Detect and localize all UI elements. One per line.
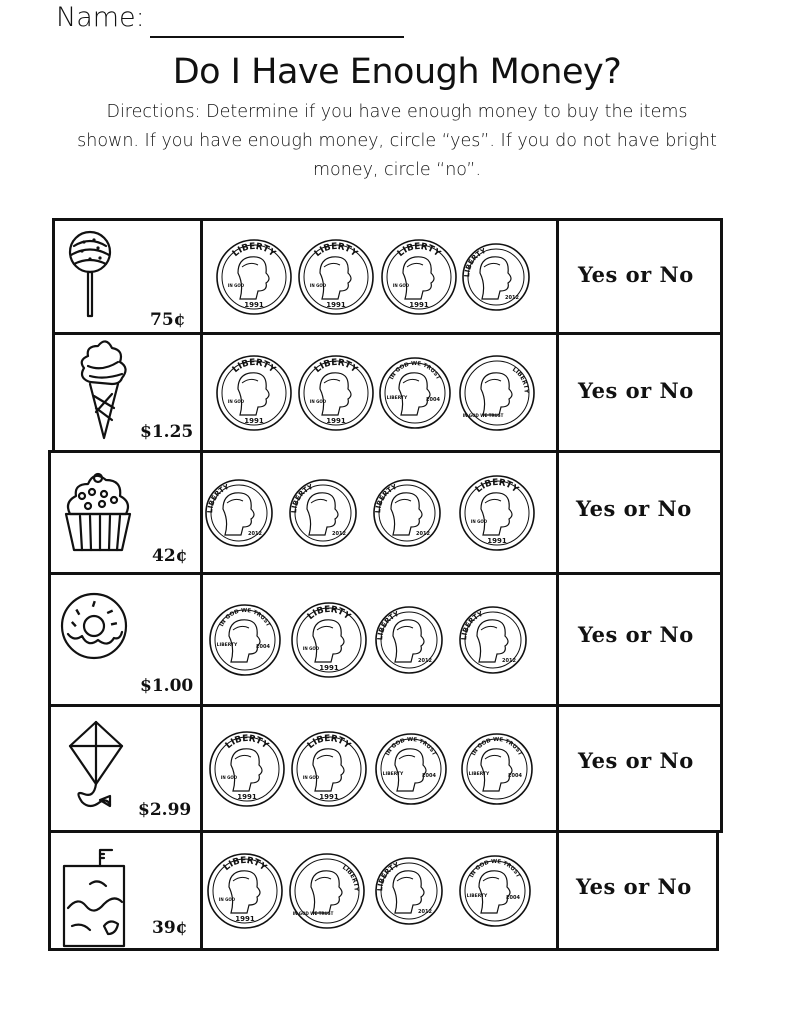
svg-text:IN GOD: IN GOD — [302, 646, 320, 651]
svg-text:2004: 2004 — [256, 644, 270, 650]
directions-text: Directions: Determine if you have enough money to buy the items shown. If you have enough money, circle “yes”. If you do not have bright money, circle “no”. — [77, 102, 717, 180]
dime-coin — [288, 478, 358, 548]
svg-text:1991: 1991 — [487, 537, 507, 545]
svg-text:LIBERTY: LIBERTY — [511, 365, 530, 394]
item-price: 75¢ — [150, 310, 186, 330]
svg-text:2004: 2004 — [422, 773, 436, 779]
svg-text:1991: 1991 — [244, 417, 264, 425]
svg-text:2012: 2012 — [502, 658, 516, 664]
quarter-coin — [208, 730, 286, 808]
quarter-coin — [380, 238, 458, 316]
svg-text:1991: 1991 — [319, 664, 339, 672]
svg-text:IN GOD: IN GOD — [220, 775, 238, 780]
svg-text:LIBERTY: LIBERTY — [460, 609, 485, 641]
ice-cream-cone-icon — [72, 338, 144, 442]
name-label: Name: — [56, 2, 145, 33]
quarter-coin — [458, 474, 536, 552]
svg-text:LIBERTY: LIBERTY — [463, 246, 488, 278]
svg-text:IN GOD: IN GOD — [309, 283, 327, 288]
svg-text:1991: 1991 — [319, 793, 339, 801]
svg-text:LIBERTY: LIBERTY — [223, 733, 271, 752]
quarter-coin — [297, 238, 375, 316]
svg-text:LIBERTY: LIBERTY — [382, 772, 404, 777]
svg-text:1991: 1991 — [237, 793, 257, 801]
svg-text:2012: 2012 — [248, 531, 262, 537]
svg-text:LIBERTY: LIBERTY — [230, 357, 278, 376]
svg-text:LIBERTY: LIBERTY — [374, 482, 399, 514]
dime-coin — [372, 478, 442, 548]
item-price: $1.00 — [140, 676, 194, 696]
svg-text:1991: 1991 — [235, 915, 255, 923]
svg-text:IN GOD: IN GOD — [470, 519, 488, 524]
svg-text:1991: 1991 — [326, 417, 346, 425]
svg-text:IN GOD WE TRUST: IN GOD WE TRUST — [462, 413, 504, 418]
svg-text:LIBERTY: LIBERTY — [206, 482, 231, 514]
dime-coin — [374, 856, 444, 926]
svg-text:2012: 2012 — [418, 909, 432, 915]
dime-coin — [374, 605, 444, 675]
svg-text:2004: 2004 — [508, 773, 522, 779]
svg-text:IN GOD: IN GOD — [218, 897, 236, 902]
quarter-coin — [290, 601, 368, 679]
juice-box-icon — [60, 848, 132, 952]
svg-text:IN GOD WE TRUST: IN GOD WE TRUST — [219, 607, 271, 628]
donut-icon — [58, 590, 130, 694]
svg-text:LIBERTY: LIBERTY — [473, 477, 521, 496]
svg-text:1991: 1991 — [244, 301, 264, 309]
svg-text:IN GOD: IN GOD — [302, 775, 320, 780]
svg-text:1991: 1991 — [409, 301, 429, 309]
svg-text:2012: 2012 — [505, 295, 519, 301]
svg-text:2004: 2004 — [426, 397, 440, 403]
svg-text:LIBERTY: LIBERTY — [466, 894, 488, 899]
svg-text:LIBERTY: LIBERTY — [221, 855, 269, 874]
quarter-coin — [206, 852, 284, 930]
svg-text:LIBERTY: LIBERTY — [376, 609, 401, 641]
svg-text:LIBERTY: LIBERTY — [312, 357, 360, 376]
svg-text:IN GOD WE TRUST: IN GOD WE TRUST — [471, 736, 523, 757]
svg-text:LIBERTY: LIBERTY — [305, 733, 353, 752]
svg-text:LIBERTY: LIBERTY — [468, 772, 490, 777]
quarter-coin — [290, 730, 368, 808]
svg-text:LIBERTY: LIBERTY — [305, 604, 353, 623]
svg-text:LIBERTY: LIBERTY — [376, 860, 401, 892]
dime-coin — [458, 605, 528, 675]
kite-icon — [64, 718, 136, 822]
svg-text:LIBERTY: LIBERTY — [290, 482, 315, 514]
yes-or-no-choice[interactable]: Yes or No — [578, 262, 694, 287]
yes-or-no-choice[interactable]: Yes or No — [578, 378, 694, 403]
svg-text:IN GOD: IN GOD — [227, 283, 245, 288]
svg-text:LIBERTY: LIBERTY — [395, 241, 443, 260]
svg-text:LIBERTY: LIBERTY — [386, 396, 408, 401]
svg-text:IN GOD: IN GOD — [309, 399, 327, 404]
quarter-coin — [215, 354, 293, 432]
dime-coin — [461, 242, 531, 312]
nickel-coin — [458, 354, 536, 432]
item-price: 39¢ — [152, 918, 188, 938]
dime-coin — [204, 478, 274, 548]
yes-or-no-choice[interactable]: Yes or No — [578, 622, 694, 647]
svg-text:2012: 2012 — [416, 531, 430, 537]
svg-text:LIBERTY: LIBERTY — [312, 241, 360, 260]
svg-text:2004: 2004 — [506, 895, 520, 901]
svg-text:IN GOD: IN GOD — [227, 399, 245, 404]
nickel-coin — [288, 852, 366, 930]
worksheet-title: Do I Have Enough Money? — [172, 52, 622, 92]
penny-coin — [458, 854, 532, 928]
item-price: 42¢ — [152, 546, 188, 566]
svg-text:IN GOD: IN GOD — [392, 283, 410, 288]
yes-or-no-choice[interactable]: Yes or No — [578, 748, 694, 773]
svg-text:LIBERTY: LIBERTY — [230, 241, 278, 260]
quarter-coin — [297, 354, 375, 432]
penny-coin — [374, 732, 448, 806]
penny-coin — [460, 732, 534, 806]
item-price: $2.99 — [138, 800, 192, 820]
svg-text:LIBERTY: LIBERTY — [216, 643, 238, 648]
svg-text:IN GOD WE TRUST: IN GOD WE TRUST — [469, 858, 521, 879]
svg-text:2012: 2012 — [418, 658, 432, 664]
svg-text:IN GOD WE TRUST: IN GOD WE TRUST — [389, 360, 441, 381]
svg-text:IN GOD WE TRUST: IN GOD WE TRUST — [385, 736, 437, 757]
penny-coin — [208, 603, 282, 677]
penny-coin — [378, 356, 452, 430]
yes-or-no-choice[interactable]: Yes or No — [576, 496, 692, 521]
svg-text:LIBERTY: LIBERTY — [341, 863, 360, 892]
yes-or-no-choice[interactable]: Yes or No — [576, 874, 692, 899]
quarter-coin — [215, 238, 293, 316]
cupcake-icon — [62, 466, 134, 570]
svg-text:1991: 1991 — [326, 301, 346, 309]
svg-text:IN GOD WE TRUST: IN GOD WE TRUST — [292, 911, 334, 916]
svg-text:2012: 2012 — [332, 531, 346, 537]
lollipop-icon — [60, 228, 132, 332]
item-price: $1.25 — [140, 422, 194, 442]
